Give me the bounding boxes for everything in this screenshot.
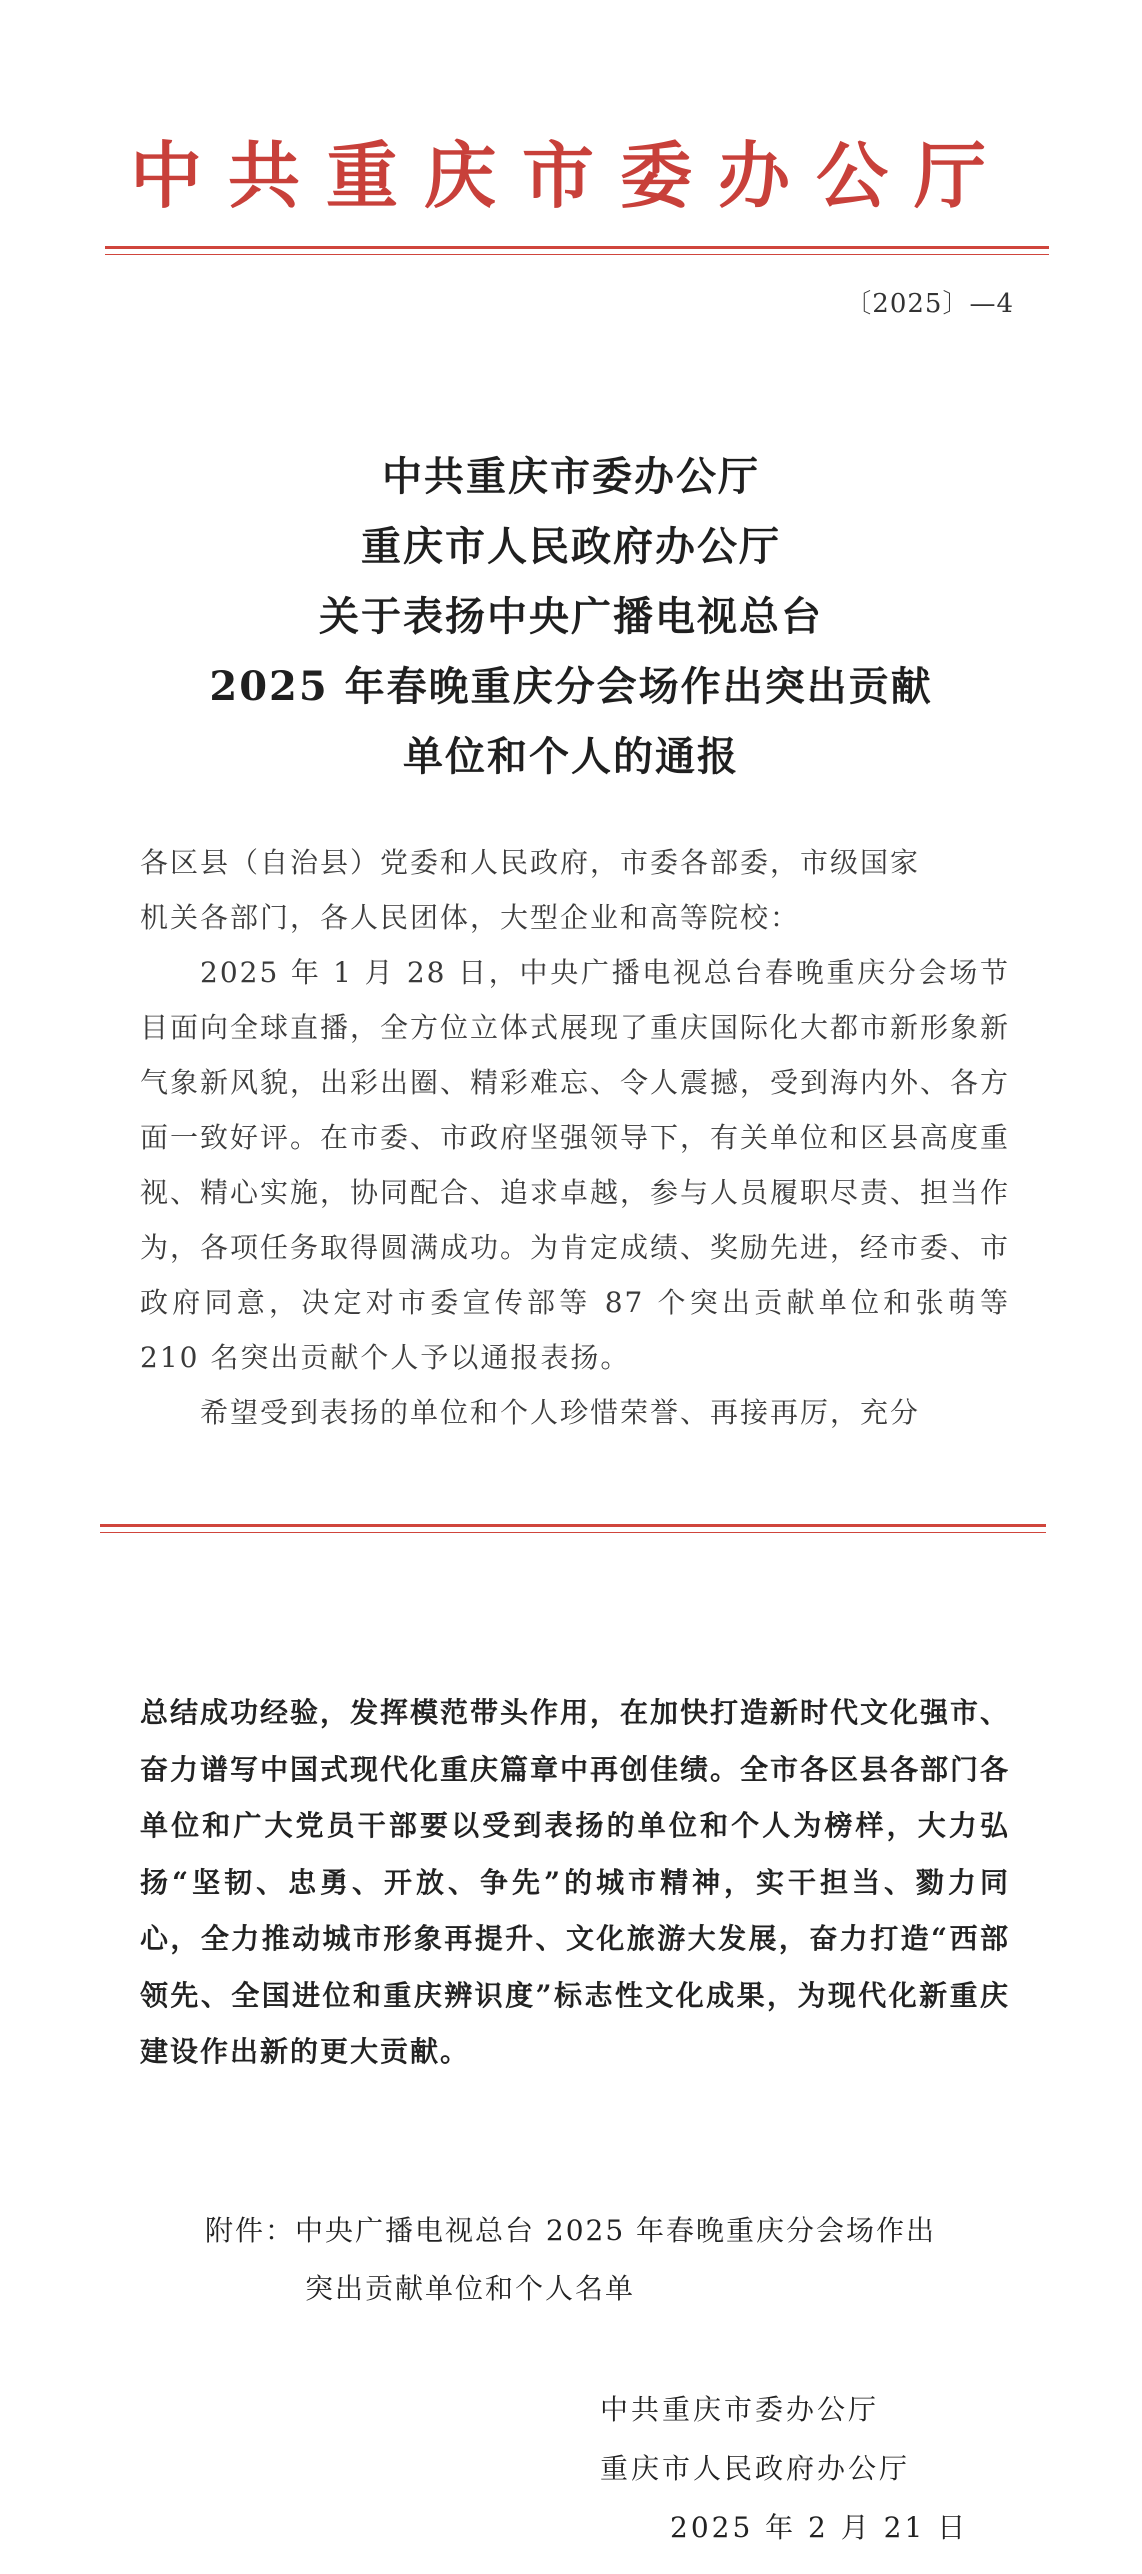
signature-org-2: 重庆市人民政府办公厅 xyxy=(600,2452,911,2485)
page-break-rule-thin xyxy=(100,1532,1046,1533)
addressee-line-1: 各区县（自治县）党委和人民政府，市委各部委，市级国家 xyxy=(140,846,921,879)
signature-org-1: 中共重庆市委办公厅 xyxy=(600,2393,880,2426)
body-section-2 xyxy=(140,1685,1010,2081)
document-number: 〔2025〕—4 xyxy=(845,289,1014,319)
masthead-rule-thin xyxy=(105,254,1049,255)
masthead-rule-thick xyxy=(105,246,1049,249)
paragraph-2-start: 希望受到表扬的单位和个人珍惜荣誉、再接再厉，充分 xyxy=(200,1396,921,1429)
body-section-1 xyxy=(140,835,1010,1440)
title-line-2: 重庆市人民政府办公厅 xyxy=(361,523,781,570)
attachment-line-2: 突出贡献单位和个人名单 xyxy=(305,2272,636,2305)
title-line-5: 单位和个人的通报 xyxy=(403,733,739,780)
title-line-4: 2025 年春晚重庆分会场作出突出贡献 xyxy=(209,663,933,710)
attachment-line-1: 附件：中央广播电视总台 2025 年春晚重庆分会场作出 xyxy=(205,2214,937,2247)
title-line-3: 关于表扬中央广播电视总台 xyxy=(319,593,823,640)
document-title xyxy=(0,442,1142,792)
page-break-rule-thick xyxy=(100,1524,1046,1527)
addressee-line-2: 机关各部门，各人民团体，大型企业和高等院校： xyxy=(140,901,801,934)
paragraph-1: 2025 年 1 月 28 日，中央广播电视总台春晚重庆分会场节目面向全球直播，全方位立体式展现了重庆国际化大都市新形象新气象新风貌，出彩出圈、精彩难忘、令人震撼，受到海内外、各方面一致好评。在市委、市政府坚强领导下，有关单位和区县高度重视、精心实施，协同配合、追求卓越，参与人员履职尽责、担当作为，各项任务取得圆满成功。为肯定成绩、奖励先进，经市委、市政府同意，决定对市委宣传部等 87 个突出贡献单位和张萌等 210 名突出贡献个人予以通报表扬。 xyxy=(140,956,1011,1374)
paragraph-2-continued: 总结成功经验，发挥模范带头作用，在加快打造新时代文化强市、奋力谱写中国式现代化重庆篇章中再创佳绩。全市各区县各部门各单位和广大党员干部要以受到表扬的单位和个人为榜样，大力弘扬“坚韧、忠勇、开放、争先”的城市精神，实干担当、勠力同心，全力推动城市形象再提升、文化旅游大发展，奋力打造“西部领先、全国进位和重庆辨识度”标志性文化成果，为现代化新重庆建设作出新的更大贡献。 xyxy=(140,1696,1011,2068)
title-line-1: 中共重庆市委办公厅 xyxy=(382,453,760,500)
signature-block xyxy=(600,2380,1020,2557)
masthead-title: 中共重庆市委办公厅 xyxy=(129,133,1012,218)
attachment-note xyxy=(205,2202,1025,2318)
signature-date: 2025 年 2 月 21 日 xyxy=(670,2511,969,2544)
